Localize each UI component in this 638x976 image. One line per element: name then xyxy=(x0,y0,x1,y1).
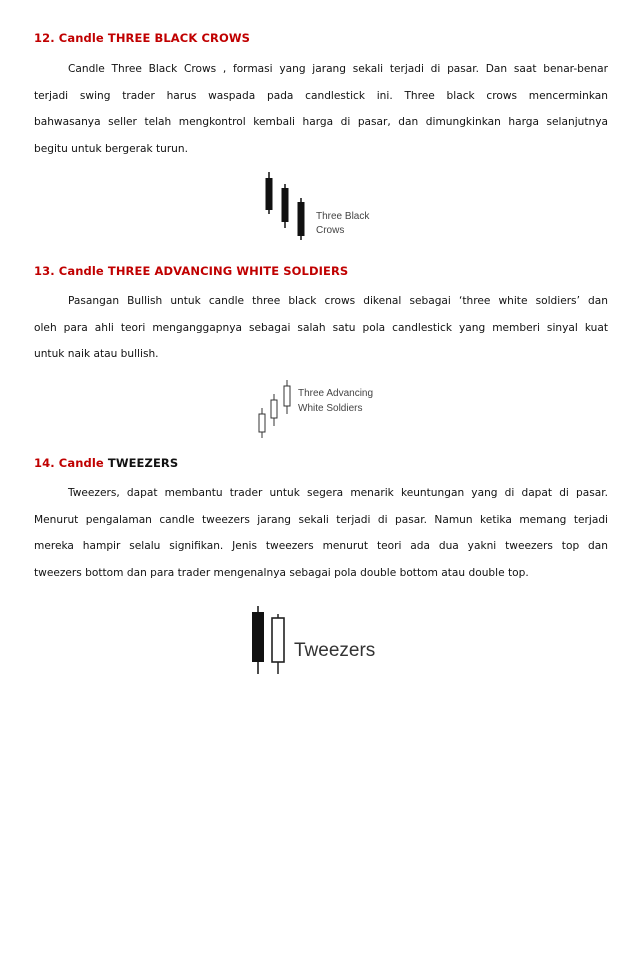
paragraph-line: Candle Three Black Crows , formasi yang jarang sekali terjadi di pasar. Dan saat benar-benar xyxy=(68,63,608,75)
figure-label: Three Advancing White Soldiers xyxy=(298,388,374,414)
paragraph-line: Tweezers, dapat membantu trader untuk segera menarik keuntungan yang di dapat di pasar. xyxy=(68,487,608,499)
paragraph-line: Menurut pengalaman candle tweezers jarang sekali terjadi di pasar. Namun ketika memang terjadi xyxy=(34,513,608,526)
section-13-heading xyxy=(34,264,348,278)
section-12-paragraph xyxy=(34,56,608,162)
heading-prefix: Candle xyxy=(58,456,108,470)
section-12-heading xyxy=(34,31,250,45)
tweezers-candles-icon xyxy=(244,604,292,676)
section-number: 12. xyxy=(34,31,55,45)
tweezers-figure xyxy=(244,604,414,676)
three-black-crows-candles-icon xyxy=(258,170,318,242)
paragraph-line: bahwasanya seller telah mengkontrol kembali harga di pasar, dan dimungkinkan harga selanjutnya xyxy=(34,116,608,128)
heading-name: THREE ADVANCING WHITE SOLDIERS xyxy=(107,264,349,278)
paragraph-line: tweezers bottom dan para trader mengenalnya sebagai pola double bottom atau double top. xyxy=(34,566,529,579)
section-14-heading xyxy=(34,456,178,470)
three-black-crows-figure xyxy=(258,170,398,250)
heading-prefix: Candle xyxy=(58,31,108,45)
paragraph-line: untuk naik atau bullish. xyxy=(34,348,159,360)
section-14-paragraph xyxy=(34,480,608,586)
paragraph-line: Pasangan Bullish untuk candle three black crows dikenal sebagai ‘three white soldiers’ dan xyxy=(68,295,608,307)
heading-name: TWEEZERS xyxy=(107,456,179,470)
paragraph-line: terjadi swing trader harus waspada pada candlestick ini. Three black crows mencerminkan xyxy=(34,89,608,102)
heading-name: THREE BLACK CROWS xyxy=(107,31,251,45)
section-13-paragraph xyxy=(34,288,608,368)
paragraph-line: begitu untuk bergerak turun. xyxy=(34,142,188,155)
paragraph-line: oleh para ahli teori menganggapnya sebagai salah satu pola candlestick yang memberi sinyal kuat xyxy=(34,321,608,334)
heading-prefix: Candle xyxy=(58,264,108,278)
figure-label: Three Black Crows xyxy=(316,211,370,236)
section-number: 14. xyxy=(34,456,55,470)
section-number: 13. xyxy=(34,264,55,278)
paragraph-line: mereka hampir selalu signifikan. Jenis tweezers menurut teori ada dua yakni tweezers top dan xyxy=(34,540,608,552)
figure-label: Tweezers xyxy=(294,640,376,661)
three-white-soldiers-candles-icon xyxy=(254,378,298,440)
three-white-soldiers-figure xyxy=(254,378,414,440)
